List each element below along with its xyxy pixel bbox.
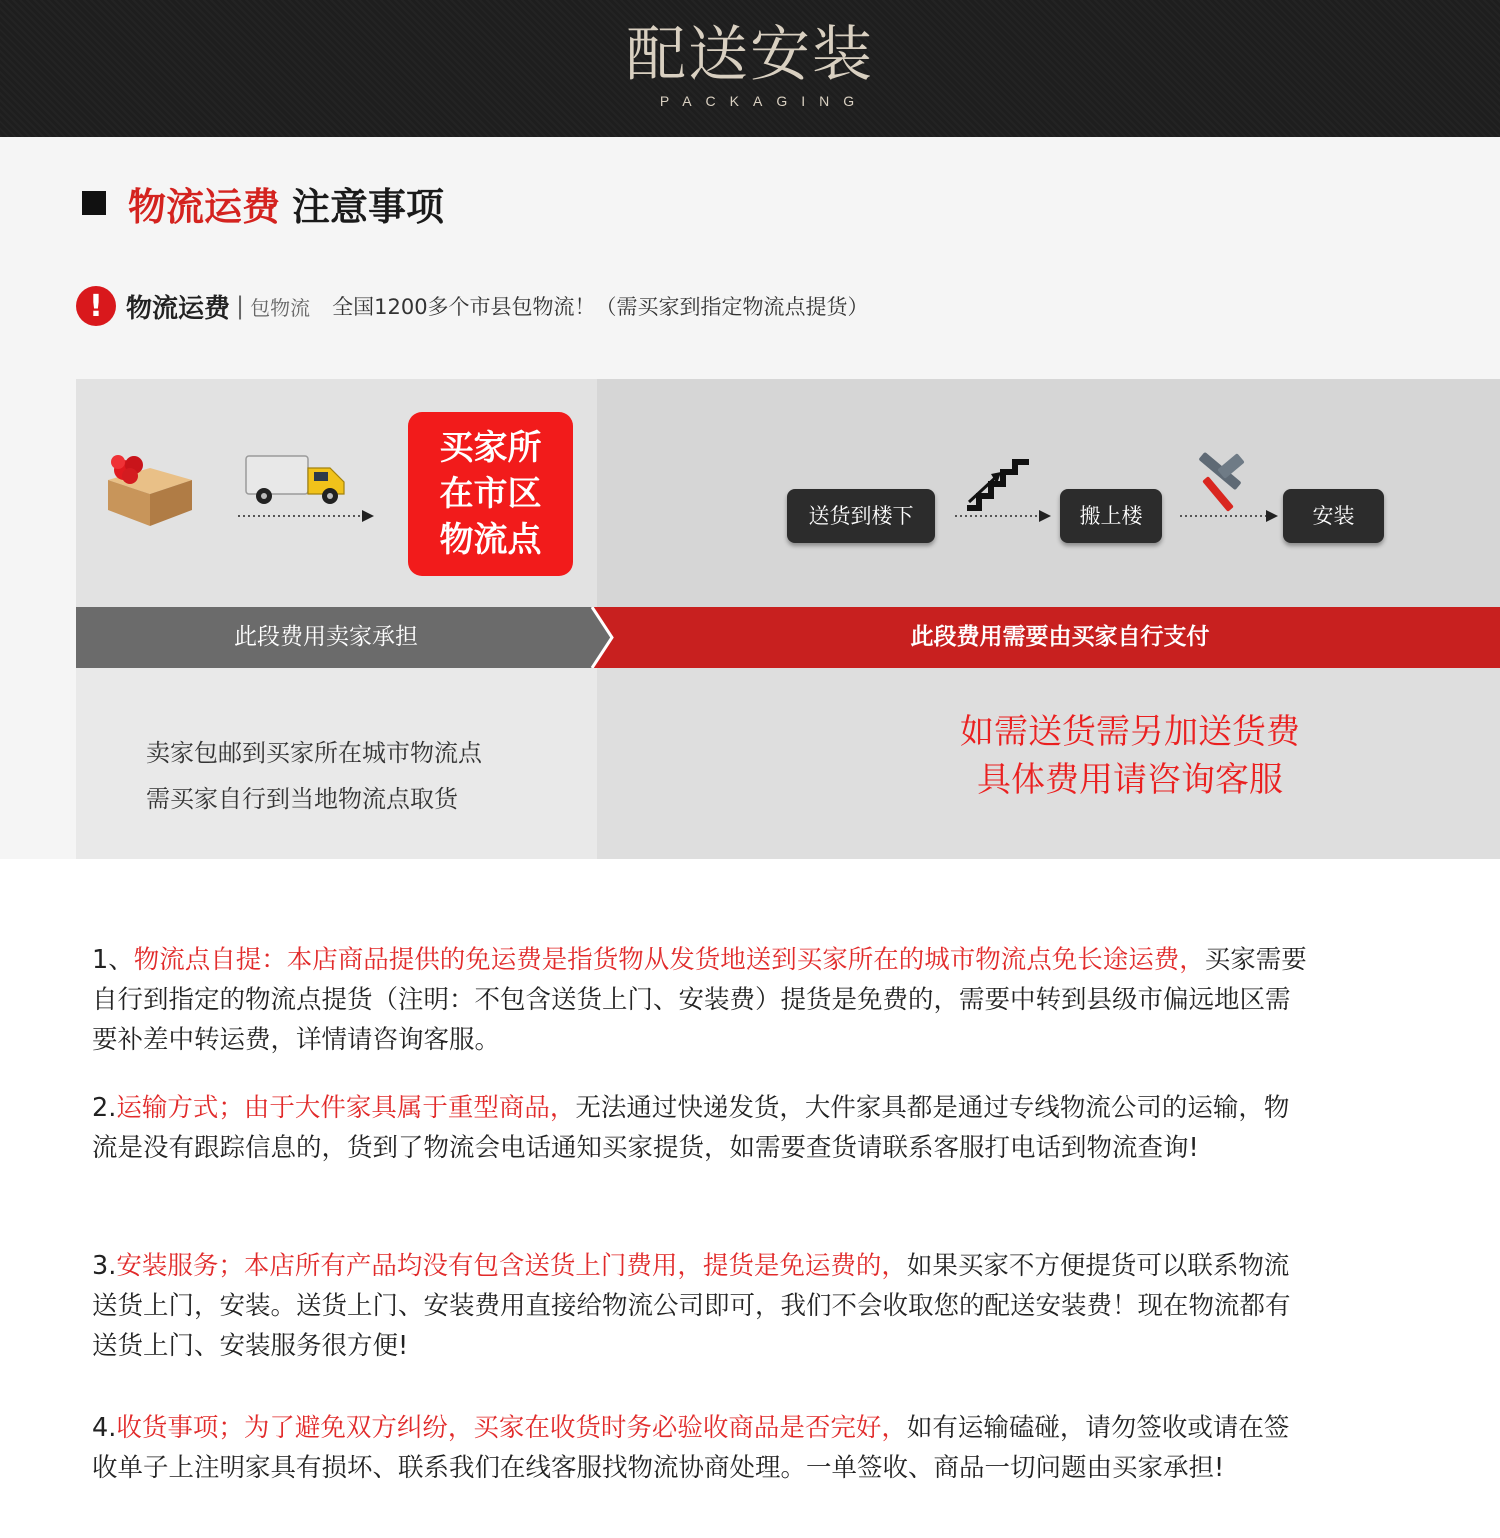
heading-red: 物流运费	[128, 184, 281, 229]
truck-icon	[244, 452, 354, 508]
buyer-note	[880, 708, 1380, 804]
notice-text: 全国1200多个市县包物流！（需买家到指定物流点提货）	[332, 295, 869, 319]
note-item	[92, 940, 1312, 1060]
note-prefix: 4.	[92, 1413, 117, 1443]
notice-separator: |	[236, 292, 245, 320]
exclamation-icon: !	[76, 286, 116, 326]
square-bullet-icon	[82, 191, 106, 215]
seller-note-line: 卖家包邮到买家所在城市物流点	[146, 739, 482, 767]
seller-note	[146, 730, 482, 822]
red-box-line: 物流点	[439, 520, 542, 560]
red-box-line: 买家所	[439, 428, 542, 468]
note-text: 无法通过快递发货，大件家具都是通过专线物流公司的运输，物流是没有跟踪信息的，货到了物流会电话通知买家提货，如需要查货请联系客服打电话到物流查询!	[92, 1093, 1290, 1163]
step-install: 安装	[1283, 489, 1384, 543]
buyer-note-line: 如需送货需另加送货费	[960, 712, 1300, 752]
note-item	[92, 1408, 1312, 1488]
step-deliver-downstairs: 送货到楼下	[787, 489, 935, 543]
notice-line	[76, 285, 869, 327]
seller-cost-label: 此段费用卖家承担	[234, 624, 418, 650]
header-subtitle: PACKAGING	[659, 93, 869, 109]
header-title: 配送安装	[626, 20, 874, 90]
red-box-line: 在市区	[439, 474, 542, 514]
note-text: 如果买家不方便提货可以联系物流送货上门，安装。送货上门、安装费用直接给物流公司即可，我们不会收取您的配送安装费！现在物流都有送货上门、安装服务很方便!	[92, 1251, 1291, 1361]
note-highlight: 收货事项；为了避免双方纠纷，买家在收货时务必验收商品是否完好，	[116, 1413, 907, 1443]
section-heading	[82, 178, 444, 228]
note-highlight: 物流点自提：本店商品提供的免运费是指货物从发货地送到买家所在的城市物流点免长途运费，	[133, 945, 1205, 975]
gift-box-icon	[100, 450, 200, 528]
note-prefix: 1、	[92, 945, 134, 975]
notice-label: 物流运费	[126, 293, 231, 324]
note-text: 买家需要自行到指定的物流点提货（注明：不包含送货上门、安装费）提货是免费的，需要中转到县级市偏远地区需要补差中转运费，详情请咨询客服。	[92, 945, 1307, 1055]
heading-black: 注意事项	[292, 184, 445, 229]
note-highlight: 运输方式；由于大件家具属于重型商品，	[116, 1093, 576, 1123]
arrow-icon	[238, 508, 378, 524]
note-prefix: 2.	[92, 1093, 117, 1123]
note-prefix: 3.	[92, 1251, 117, 1281]
stairs-icon	[955, 456, 1055, 528]
tools-icon	[1178, 452, 1282, 528]
buyer-city-logistics-point	[408, 412, 573, 576]
note-item	[92, 1246, 1312, 1366]
note-item	[92, 1088, 1312, 1168]
step-carry-upstairs: 搬上楼	[1060, 489, 1162, 543]
seller-note-line: 需买家自行到当地物流点取货	[146, 785, 458, 813]
page-header	[0, 0, 1500, 137]
notice-tag: 包物流	[250, 295, 311, 320]
buyer-note-line: 具体费用请咨询客服	[977, 760, 1283, 800]
note-highlight: 安装服务；本店所有产品均没有包含送货上门费用，提货是免运费的，	[116, 1251, 907, 1281]
note-text: 如有运输磕碰，请勿签收或请在签收单子上注明家具有损坏、联系我们在线客服找物流协商处理。一单签收、商品一切问题由买家承担!	[92, 1413, 1290, 1483]
buyer-cost-label: 此段费用需要由买家自行支付	[910, 624, 1210, 650]
